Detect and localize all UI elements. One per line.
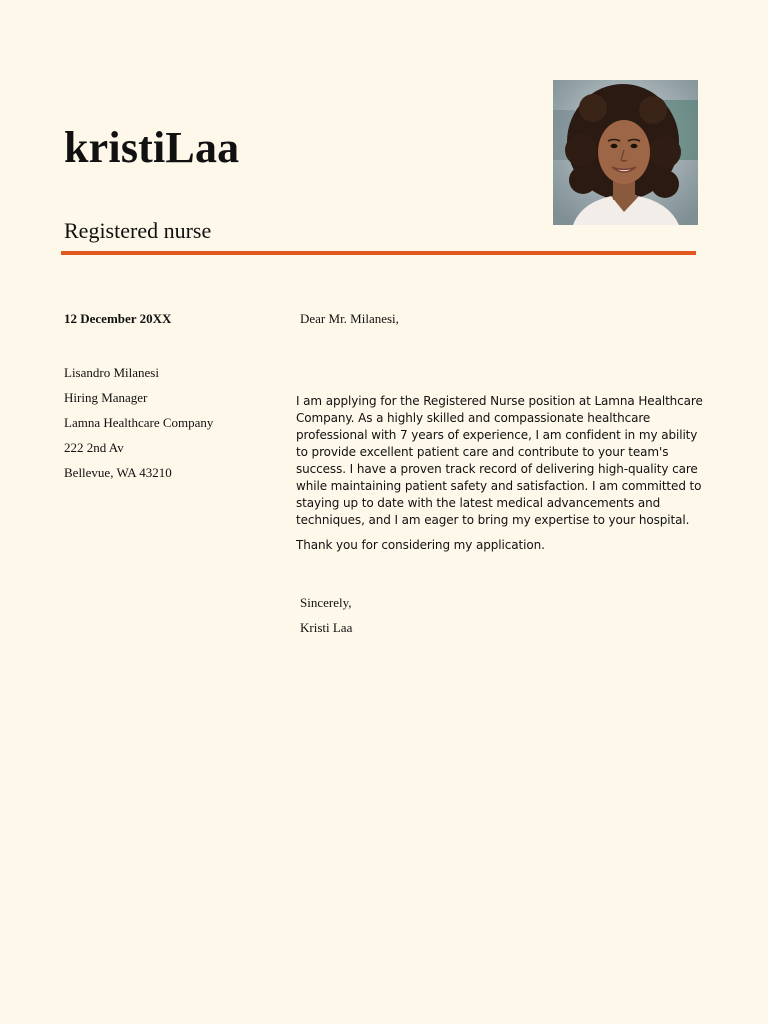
letter-date: 12 December 20XX [64,311,172,326]
recipient-title: Hiring Manager [64,390,148,405]
letter-closing [300,590,352,640]
name-heading-container [64,118,240,180]
letter-body [296,393,706,554]
portrait-photo-icon [553,80,698,225]
recipient-name: Lisandro Milanesi [64,365,159,380]
thanks-paragraph: Thank you for considering my application. [296,538,545,552]
recipient-address [64,360,213,485]
job-title: Registered nurse [64,218,212,243]
accent-divider [61,251,696,255]
applicant-name: kristiLaa [64,123,240,172]
closing-phrase: Sincerely, [300,595,352,610]
body-paragraph: I am applying for the Registered Nurse position at Lamna Healthcare Company. As a highly skilled and compassionate healthcare professional with 7 years of experience, I am confident in my ability to provide excellent patient care and contribute to your team's success. I have a proven track record of delivering high-quality care while maintaining patient safety and satisfaction. I am committed to staying up to date with the latest medical advancements and techniques, and I am eager to bring my expertise to your hospital. [296,394,703,527]
profile-photo [553,80,698,225]
recipient-street: 222 2nd Av [64,440,124,455]
recipient-company: Lamna Healthcare Company [64,415,214,430]
letter-greeting: Dear Mr. Milanesi, [300,311,399,326]
recipient-city: Bellevue, WA 43210 [64,465,172,480]
signature-name: Kristi Laa [300,620,353,635]
